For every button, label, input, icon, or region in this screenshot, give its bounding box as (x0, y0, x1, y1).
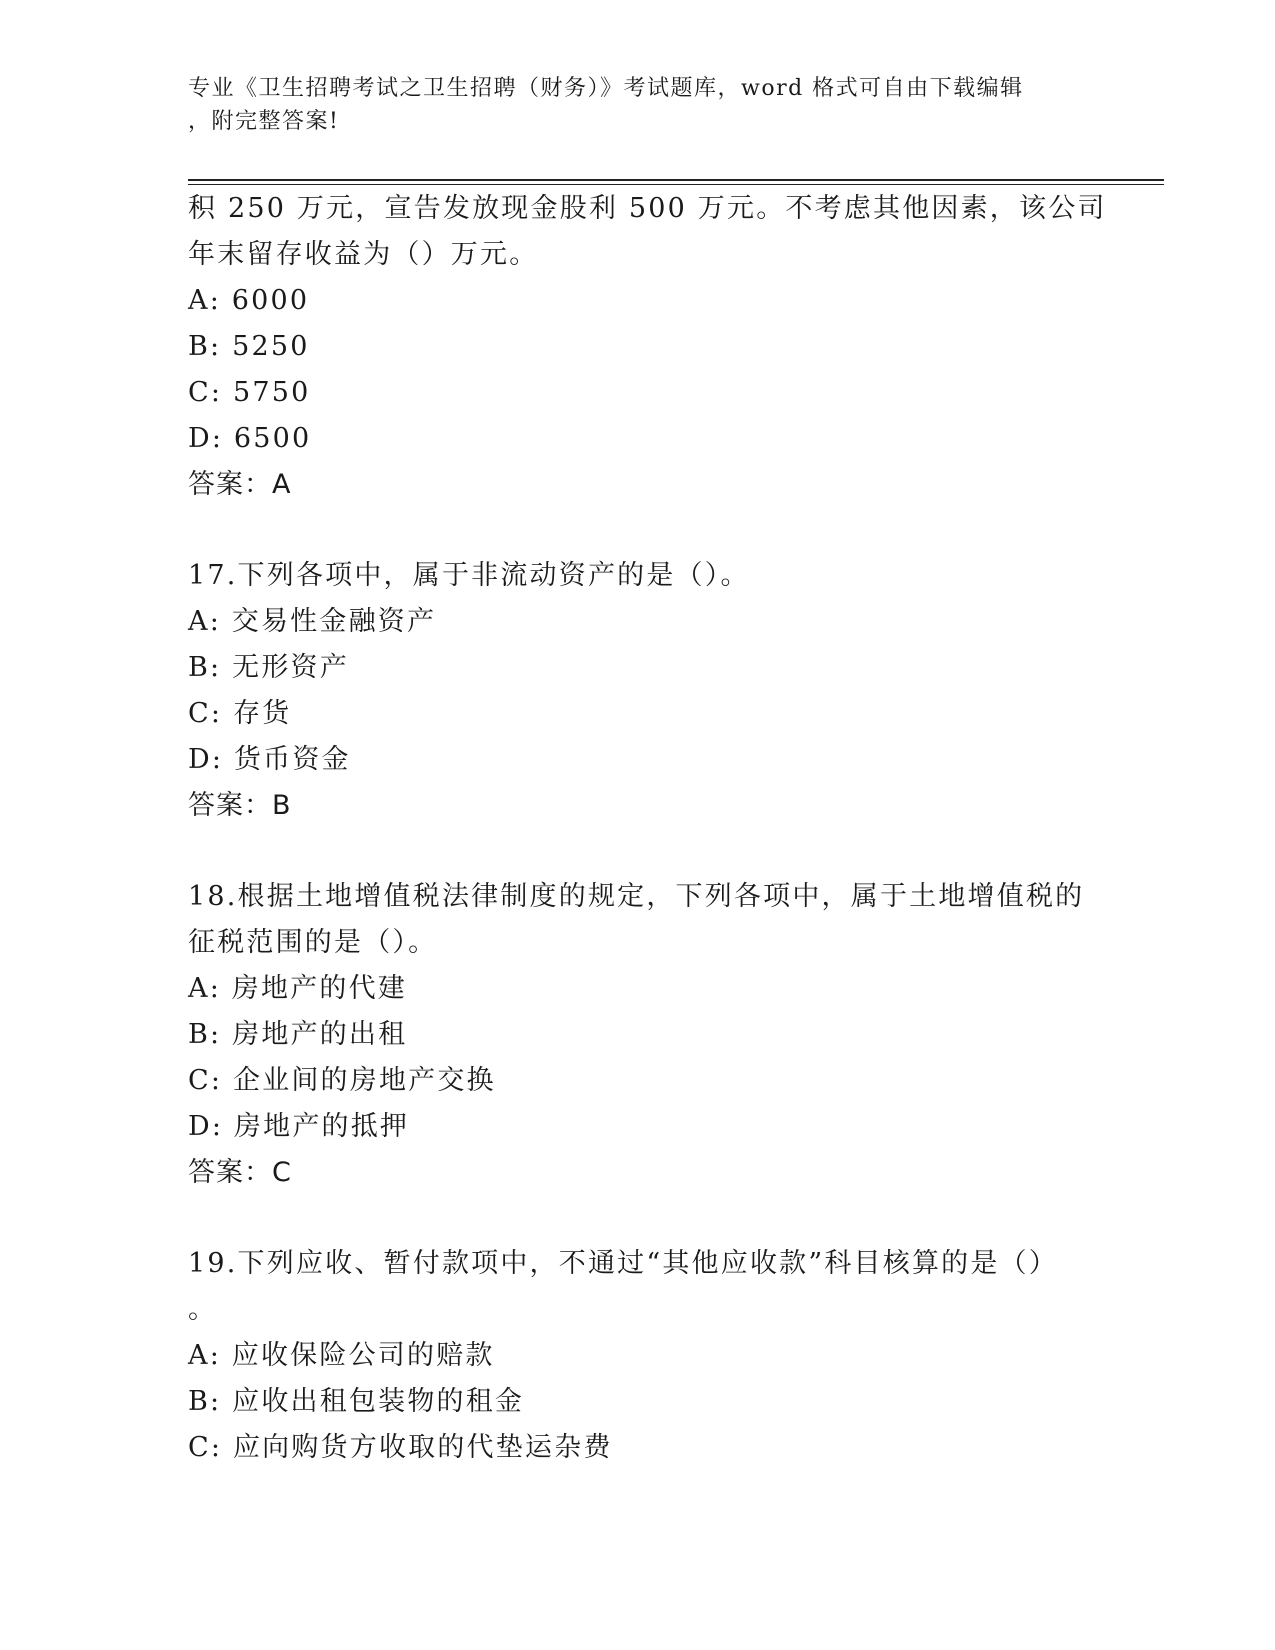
option-b: B: 房地产的出租 (188, 1019, 408, 1050)
option-a: A: 6000 (188, 285, 310, 316)
option-c: C: 存货 (188, 698, 292, 729)
header-title-line-1: 专业《卫生招聘考试之卫生招聘（财务）》考试题库，word 格式可自由下载编辑 (188, 76, 1024, 101)
document-body (188, 186, 1107, 1471)
question-16 (188, 186, 1107, 508)
header-title-line-2: ，附完整答案! (188, 109, 340, 134)
option-a: A: 应收保险公司的赔款 (188, 1340, 495, 1371)
answer-line: 答案：B (188, 790, 292, 821)
option-a: A: 房地产的代建 (188, 973, 407, 1004)
option-a: A: 交易性金融资产 (188, 606, 437, 637)
question-stem-line: 积 250 万元，宣告发放现金股利 500 万元。不考虑其他因素，该公司 (188, 193, 1107, 224)
question-stem-line: 年末留存收益为（）万元。 (188, 239, 539, 270)
option-d: D: 货币资金 (188, 744, 351, 775)
question-17 (188, 553, 1088, 829)
question-stem-line: 17.下列各项中，属于非流动资产的是（）。 (188, 560, 750, 591)
option-d: D: 6500 (188, 423, 312, 454)
option-c: C: 5750 (188, 377, 311, 408)
header-divider-thick (188, 179, 1164, 181)
option-b: B: 无形资产 (188, 652, 349, 683)
option-b: B: 应收出租包装物的租金 (188, 1386, 525, 1417)
question-stem-line: 。 (188, 1294, 218, 1325)
header-divider-thin (188, 184, 1164, 185)
document-header (188, 72, 1068, 138)
question-stem-line: 19.下列应收、暂付款项中，不通过“其他应收款”科目核算的是（） (188, 1248, 1058, 1279)
question-spacer (188, 829, 1088, 874)
question-stem-line: 征税范围的是（）。 (188, 927, 438, 958)
question-stem-line: 18.根据土地增值税法律制度的规定，下列各项中，属于土地增值税的 (188, 881, 1085, 912)
option-c: C: 应向购货方收取的代垫运杂费 (188, 1432, 613, 1463)
question-18 (188, 874, 1088, 1196)
option-d: D: 房地产的抵押 (188, 1111, 410, 1142)
answer-line: 答案：A (188, 469, 292, 500)
question-19 (188, 1241, 1088, 1471)
question-spacer (188, 508, 1088, 553)
answer-line: 答案：C (188, 1157, 292, 1188)
option-b: B: 5250 (188, 331, 310, 362)
question-spacer (188, 1196, 1088, 1241)
option-c: C: 企业间的房地产交换 (188, 1065, 496, 1096)
